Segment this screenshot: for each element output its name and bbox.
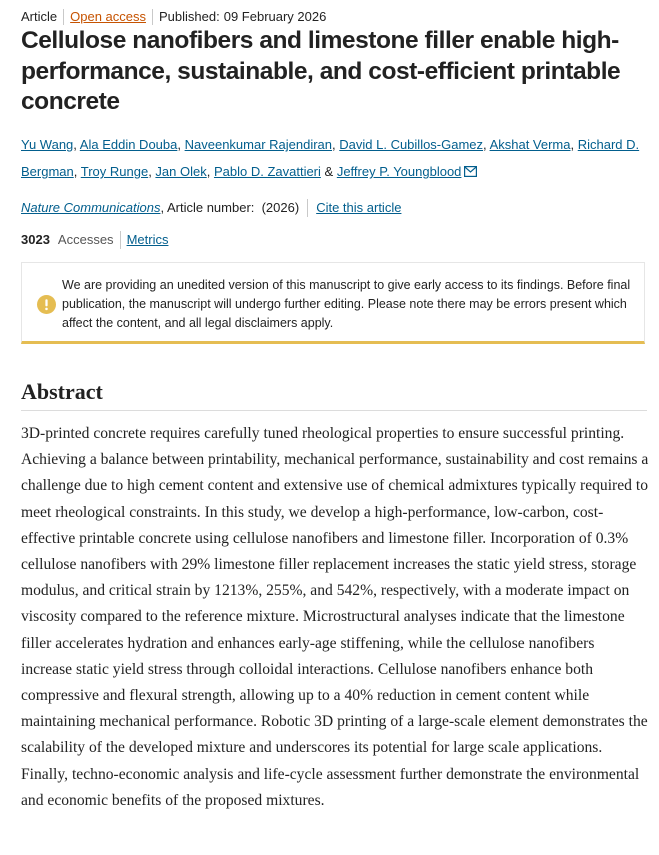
author-link[interactable]: Jan Olek: [155, 164, 207, 179]
journal-name[interactable]: Nature Communications: [21, 200, 161, 215]
access-count: 3023: [21, 232, 50, 247]
author-link-corresponding[interactable]: Jeffrey P. Youngblood: [336, 164, 462, 179]
notice-text: We are providing an unedited version of this manuscript to give early access to its findings. Before final publication, the manuscript will undergo further editing. Please note there may be errors present which affect the content, and all legal disclaimers apply.: [62, 278, 631, 330]
author-link[interactable]: Ala Eddin Douba: [79, 137, 178, 152]
open-access-link[interactable]: Open access: [70, 9, 146, 24]
author-link[interactable]: Naveenkumar Rajendiran: [184, 137, 333, 152]
published-date: 09 February 2026: [223, 9, 327, 24]
author-link[interactable]: Pablo D. Zavattieri: [213, 164, 321, 179]
early-access-notice: [21, 262, 645, 344]
article-meta: [21, 9, 326, 25]
section-divider: [21, 410, 647, 411]
metrics-link[interactable]: Metrics: [126, 232, 169, 247]
article-type: Article: [21, 9, 58, 24]
article-number: , Article number: (2026): [160, 200, 300, 215]
author-conjunction: &: [324, 164, 334, 179]
article-title: Cellulose nanofibers and limestone filler enable high-performance, sustainable, and cost-efficient printable concrete: [21, 27, 621, 115]
warning-icon: [37, 295, 56, 314]
author-link[interactable]: Richard D. Bergman: [21, 137, 640, 179]
journal-divider: [307, 199, 308, 217]
author-link[interactable]: Akshat Verma: [489, 137, 571, 152]
journal-info: [21, 199, 401, 217]
meta-divider: [152, 9, 153, 25]
access-divider: [120, 231, 121, 249]
author-link[interactable]: Troy Runge: [80, 164, 149, 179]
abstract-text: 3D-printed concrete requires carefully tuned rheological properties to ensure successful printing. Achieving a balance between printability, mechanical performance, sustainability and cost remains a challenge due to high cement content and extensive use of chemical admixtures typically required to meet rheological constraints. In this study, we develop a high-performance, low-carbon, cost-effective printable concrete using cellulose nanofibers and limestone filler. Incorporation of 0.3% cellulose nanofibers with 29% limestone filler replacement increases the static yield stress, storage modulus, and critical strain by 1213%, 255%, and 542%, respectively, with a moderate impact on viscosity compared to the reference mixture. Microstructural analyses indicate that the limestone filler accelerates hydration and enhances early-age stiffening, while the cellulose nanofibers increase static yield stress through colloidal interactions. Cellulose nanofibers enhance both compressive and flexural strength, allowing up to a 40% reduction in cement content while maintaining mechanical performance. Robotic 3D printing of a large-scale element demonstrates the scalability of the developed mixture and underscores its potential for large scale applications. Finally, techno-economic analysis and life-cycle assessment further demonstrate the environmental and economic benefits of the proposed mixtures.: [21, 425, 649, 809]
published-label: Published:: [159, 9, 220, 24]
author-list: Yu Wang, Ala Eddin Douba, Naveenkumar Rajendiran, David L. Cubillos-Gamez, Akshat Verma, Richard D. Bergman, Troy Runge, Jan Olek, Pablo D. Zavattieri & Jeffrey P. Youngblood: [21, 131, 647, 186]
meta-divider: [63, 9, 64, 25]
abstract-heading: Abstract: [21, 379, 103, 404]
author-link[interactable]: Yu Wang: [21, 137, 74, 152]
mail-icon[interactable]: [464, 159, 477, 186]
author-link[interactable]: David L. Cubillos-Gamez: [339, 137, 484, 152]
cite-article-link[interactable]: Cite this article: [316, 200, 402, 215]
access-metrics: [21, 231, 168, 249]
access-label: Accesses: [57, 232, 114, 247]
